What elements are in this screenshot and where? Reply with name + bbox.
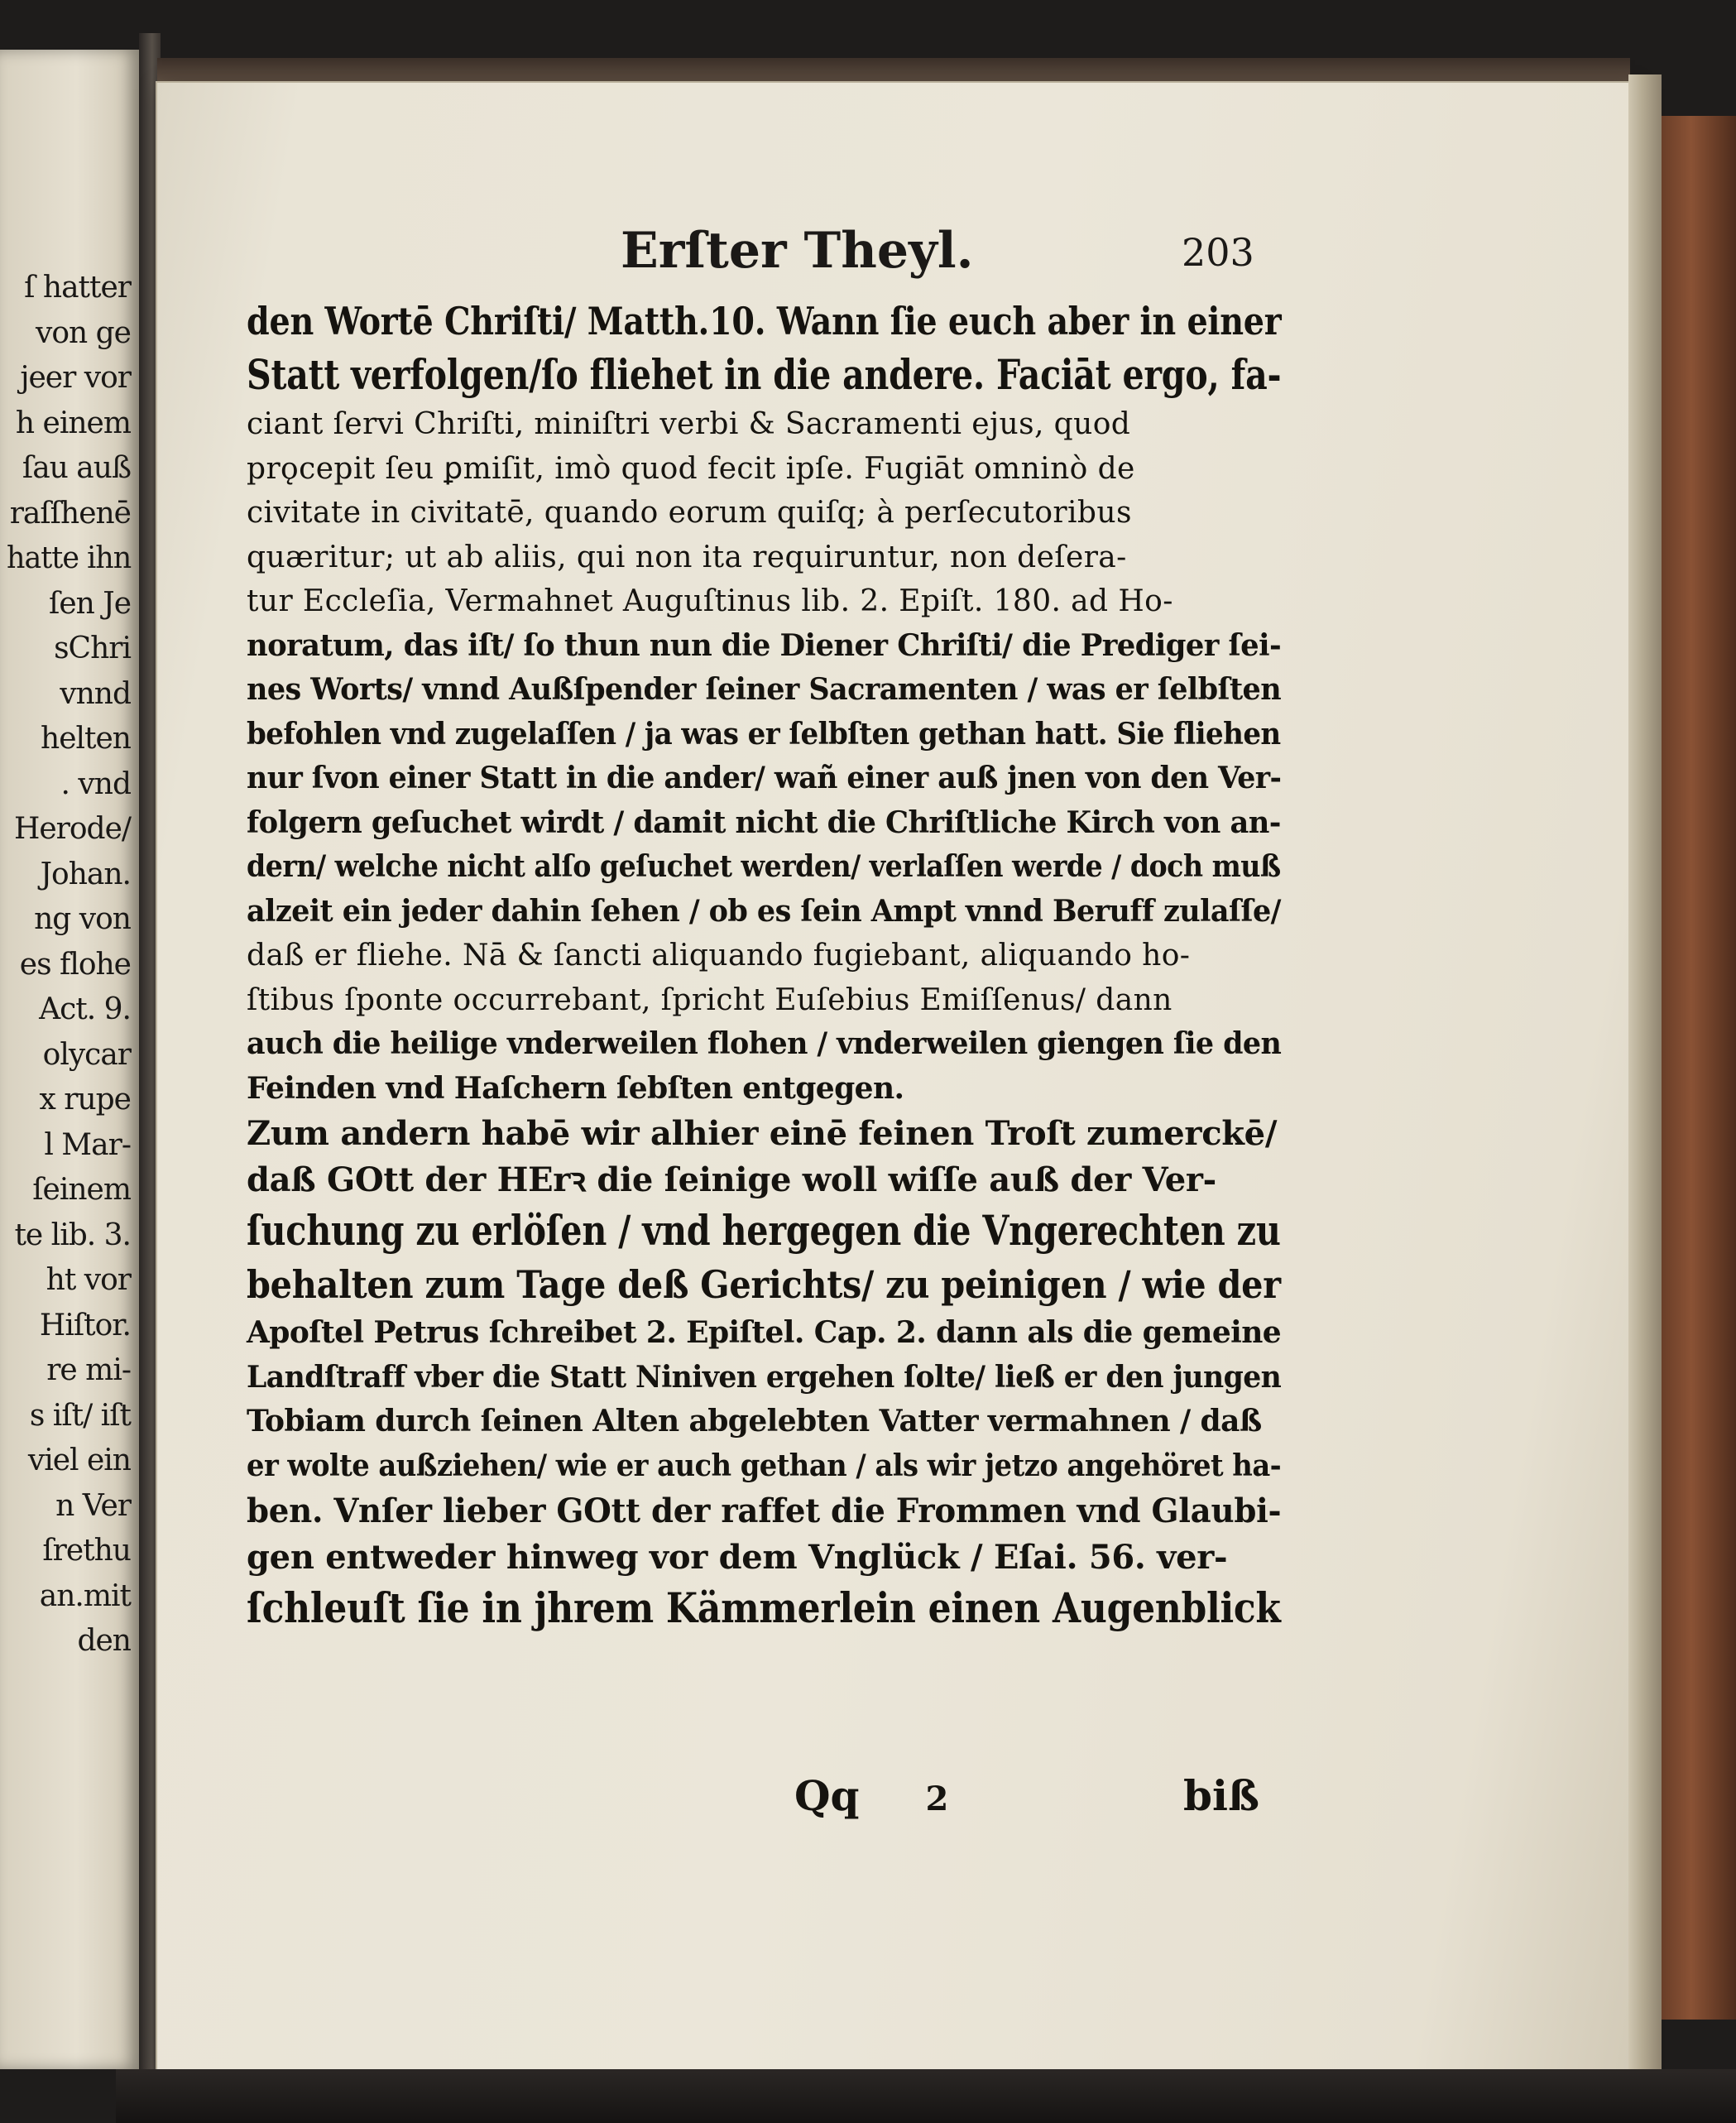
text-line: auch die heilige vnderweilen flohen / vnderweilen giengen ſie den <box>247 1026 1282 1061</box>
text-line: quæritur; ut ab aliis, qui non ita requiruntur, non deſera- <box>247 540 1127 574</box>
text-line: folgern geſuchet wirdt / damit nicht die Chriſtliche Kirch von an- <box>247 805 1281 840</box>
text-line: prǫcepit ſeu ꝑmiſit, imò quod fecit ipſe. Fugiāt omninò de <box>247 451 1135 486</box>
left-page-fragment: re mi- <box>46 1353 131 1387</box>
left-page-fragment: raſſhenē <box>9 496 131 531</box>
text-line: dern/ welche nicht alſo geſuchet werden/ verlaſſen werde / doch muß <box>247 849 1281 884</box>
left-page-fragment: olycar <box>42 1037 131 1072</box>
left-page-fragment: den <box>77 1624 131 1658</box>
signature-number: 2 <box>925 1780 949 1818</box>
text-line: nes Worts/ vnnd Außſpender ſeiner Sacramenten / was er ſelbſten <box>247 672 1282 707</box>
text-line: er wolte außziehen/ wie er auch gethan / als wir jetzo angehöret ha- <box>247 1448 1282 1483</box>
text-line: ſuchung zu erlöſen / vnd hergegen die Vngerechten zu <box>247 1206 1281 1255</box>
text-line: Tobiam durch ſeinen Alten abgelebten Vatter vermahnen / daß <box>247 1404 1262 1439</box>
left-page-fragment: l Mar- <box>44 1127 131 1162</box>
left-page-fragment: Act. 9. <box>39 992 131 1026</box>
text-line: tur Eccleſia, Vermahnet Auguſtinus lib. 2. Epiſt. 180. ad Ho- <box>247 584 1173 618</box>
left-page-fragment: jeer vor <box>20 361 131 395</box>
left-page-fragment: x rupe <box>39 1083 131 1117</box>
main-text-block <box>247 295 1281 1635</box>
left-page-fragment: ſen Je <box>49 586 131 621</box>
page-fore-edge <box>1628 74 1662 2077</box>
page-number: 203 <box>1182 230 1254 275</box>
signature-mark <box>794 1771 948 1820</box>
book-bottom-board <box>116 2069 1736 2123</box>
text-line: behalten zum Tage deß Gerichts/ zu peinigen / wie der <box>247 1262 1281 1307</box>
left-page-fragment: ht vor <box>46 1263 131 1297</box>
left-page-fragment: ng von <box>34 902 131 936</box>
left-page-fragment: ſ hatter <box>24 271 131 305</box>
book-cover-edge <box>1662 116 1736 2020</box>
left-page-fragment: es flohe <box>19 947 131 982</box>
running-head: Erſter Theyl. <box>621 222 974 280</box>
text-line: gen entweder hinweg vor dem Vnglück / Eſai. 56. ver- <box>247 1538 1228 1577</box>
text-line: civitate in civitatē, quando eorum quiſq; à perſecutoribus <box>247 496 1132 530</box>
text-line: ſchleuſt ſie in jhrem Kämmerlein einen Augenblick <box>247 1583 1281 1632</box>
text-line: ſtibus ſponte occurrebant, ſpricht Euſebius Emiſſenus/ dann <box>247 982 1173 1017</box>
left-facing-page <box>0 50 139 2069</box>
text-line: daß GOtt der HErꝛ die ſeinige woll wiſſe auß der Ver- <box>247 1160 1216 1199</box>
left-page-fragment: . vnd <box>60 766 131 801</box>
left-page-fragment: ſau auß <box>22 451 131 485</box>
left-page-fragment: viel ein <box>27 1443 131 1477</box>
left-page-text-fragments <box>0 50 139 2069</box>
text-line: befohlen vnd zugelaſſen / ja was er ſelbſten gethan hatt. Sie fliehen <box>247 716 1281 752</box>
text-line: Zum andern habē wir alhier einē feinen Troſt zumerckē/ <box>247 1114 1278 1153</box>
text-line: nur ſvon einer Statt in die ander/ wañ einer auß jnen von den Ver- <box>247 761 1282 795</box>
left-page-fragment: Johan. <box>40 857 131 891</box>
left-page-fragment: hatte ihn <box>6 541 131 575</box>
text-line: Landſtraff vber die Statt Niniven ergehen ſolte/ ließ er den jungen <box>247 1359 1282 1395</box>
left-page-fragment: s iſt/ iſt <box>29 1398 131 1433</box>
text-line: den Wortē Chriſti/ Matth.10. Wann ſie euch aber in einer <box>247 299 1282 343</box>
left-page-fragment: ſrethu <box>42 1534 131 1568</box>
text-line: daß er fliehe. Nā & ſancti aliquando fugiebant, aliquando ho- <box>247 939 1191 973</box>
left-page-fragment: ſeinem <box>32 1173 131 1207</box>
text-line: ciant ſervi Chriſti, miniſtri verbi & Sacramenti ejus, quod <box>247 407 1131 441</box>
text-line: noratum, das iſt/ ſo thun nun die Diener Chriſti/ die Prediger ſei- <box>247 627 1282 663</box>
text-line: Statt verfolgen/ſo fliehet in die andere. Faciāt ergo, fa- <box>247 350 1282 399</box>
left-page-fragment: n Ver <box>55 1488 131 1523</box>
catchword: biß <box>1183 1771 1259 1820</box>
signature-letters: Qq <box>794 1771 860 1820</box>
text-line: ben. Vnſer lieber GOtt der raffet die Frommen vnd Glaubi- <box>247 1491 1282 1530</box>
left-page-fragment: von ge <box>36 315 131 350</box>
text-line: Feinden vnd Haſchern ſebſten entgegen. <box>247 1070 904 1106</box>
text-line: Apoſtel Petrus ſchreibet 2. Epiſtel. Cap. 2. dann als die gemeine <box>247 1315 1282 1350</box>
left-page-fragment: an.mit <box>39 1578 131 1613</box>
left-page-fragment: te lib. 3. <box>14 1218 131 1252</box>
left-page-fragment: sChri <box>54 632 131 665</box>
left-page-fragment: vnnd <box>60 676 131 711</box>
left-page-fragment: Herode/ <box>13 812 131 846</box>
left-page-fragment: h einem <box>15 406 131 440</box>
text-line: alzeit ein jeder dahin ſehen / ob es ſein Ampt vnnd Beruff zulaſſe/ <box>247 893 1281 929</box>
left-page-fragment: Hiſtor. <box>39 1308 131 1342</box>
left-page-fragment: helten <box>41 722 131 756</box>
